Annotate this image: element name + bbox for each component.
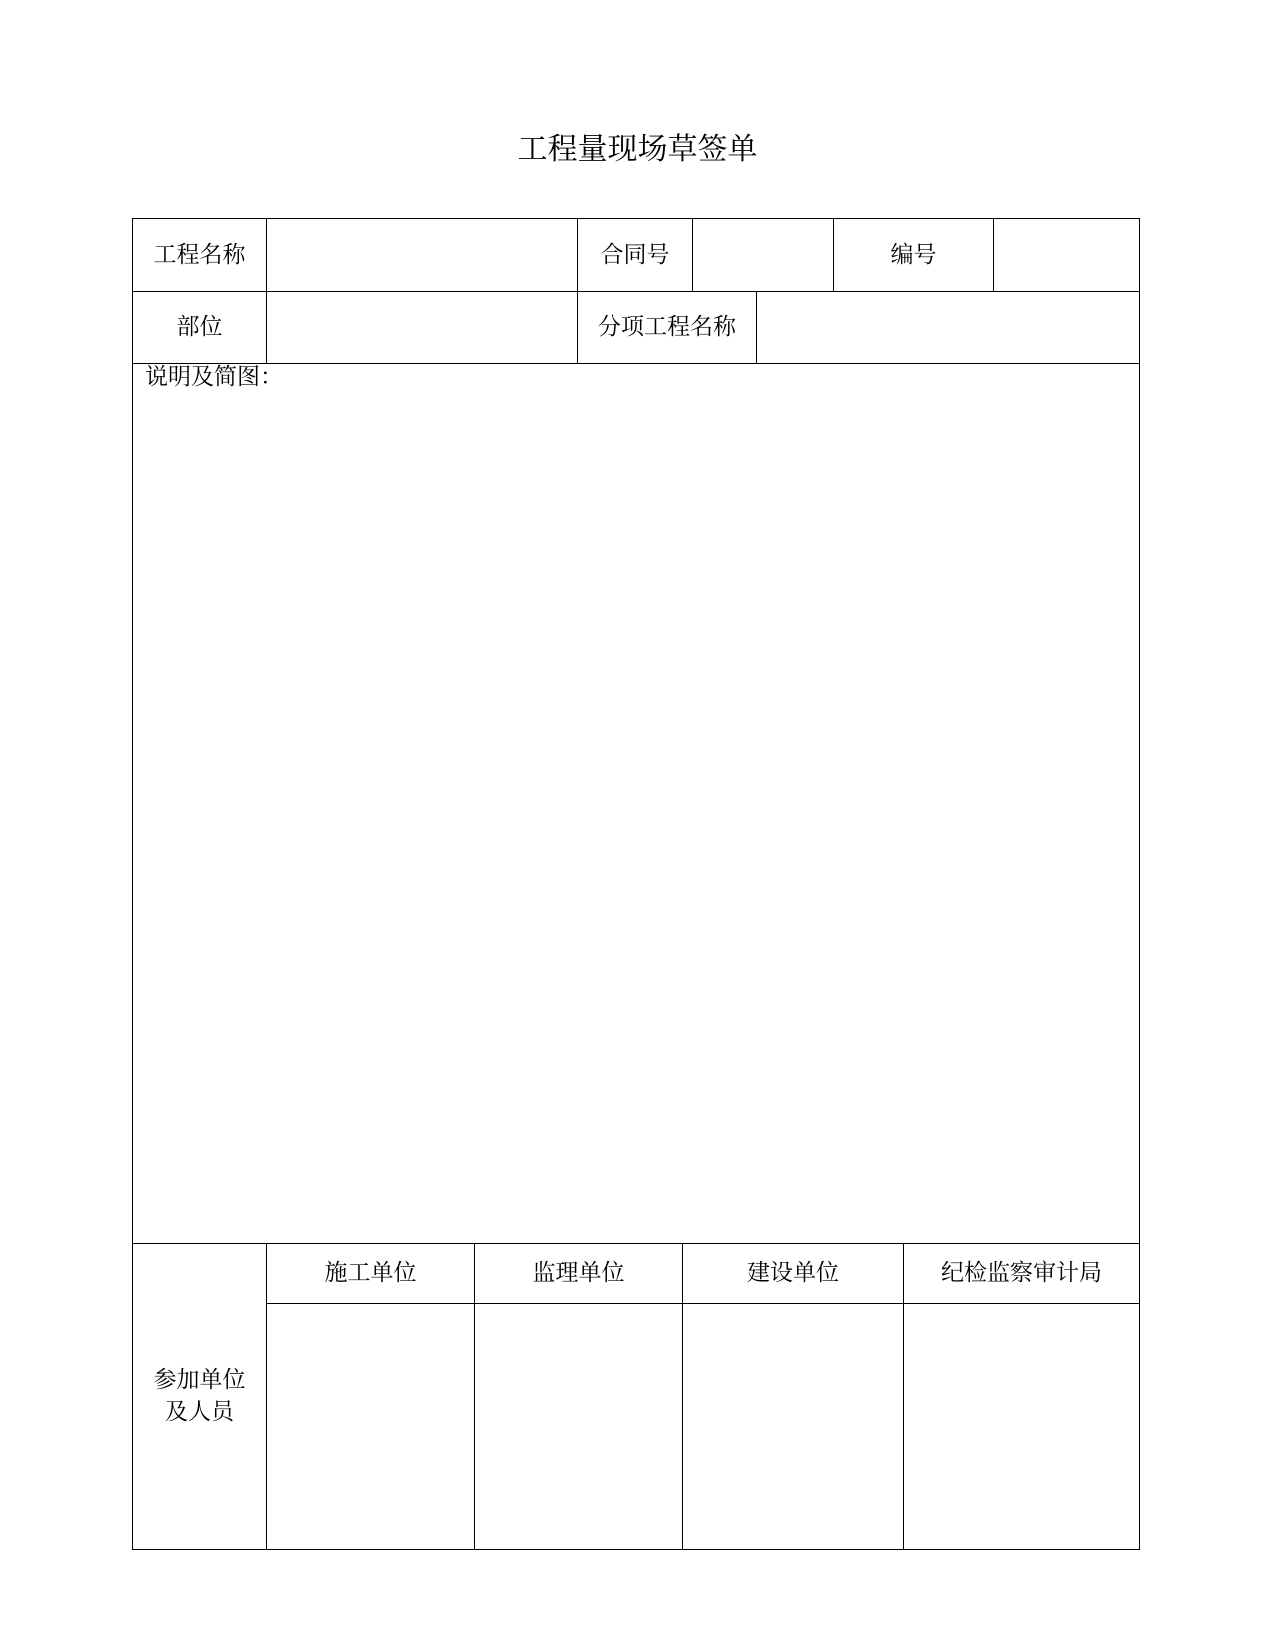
row-divider: [133, 363, 1139, 364]
location-label: 部位: [176, 314, 223, 340]
supervision-unit-signature[interactable]: [475, 1304, 682, 1549]
description-label: 说明及简图：: [145, 364, 283, 390]
location-field[interactable]: [267, 291, 577, 363]
supervision-unit-header: 监理单位: [532, 1260, 625, 1286]
participants-label-line2: 及人员: [165, 1399, 234, 1425]
serial-no-label: 编号: [890, 242, 937, 268]
audit-bureau-signature[interactable]: [904, 1304, 1139, 1549]
project-name-label: 工程名称: [153, 242, 246, 268]
contract-no-field[interactable]: [693, 219, 833, 291]
sub-project-name-field[interactable]: [757, 291, 1139, 363]
document-title: 工程量现场草签单: [517, 132, 758, 167]
participants-label-line1: 参加单位: [153, 1367, 246, 1393]
sign-off-form: [132, 218, 1140, 1550]
construction-unit-signature[interactable]: [267, 1304, 474, 1549]
owner-unit-signature[interactable]: [683, 1304, 903, 1549]
contract-no-label: 合同号: [600, 242, 670, 268]
owner-unit-header: 建设单位: [747, 1260, 839, 1286]
project-name-field[interactable]: [267, 219, 577, 291]
participants-label: [133, 1243, 266, 1549]
sub-project-name-label: 分项工程名称: [598, 314, 736, 340]
serial-no-field[interactable]: [994, 219, 1139, 291]
construction-unit-header: 施工单位: [324, 1260, 417, 1286]
audit-bureau-header: 纪检监察审计局: [941, 1260, 1102, 1286]
description-area[interactable]: [133, 399, 1139, 1243]
